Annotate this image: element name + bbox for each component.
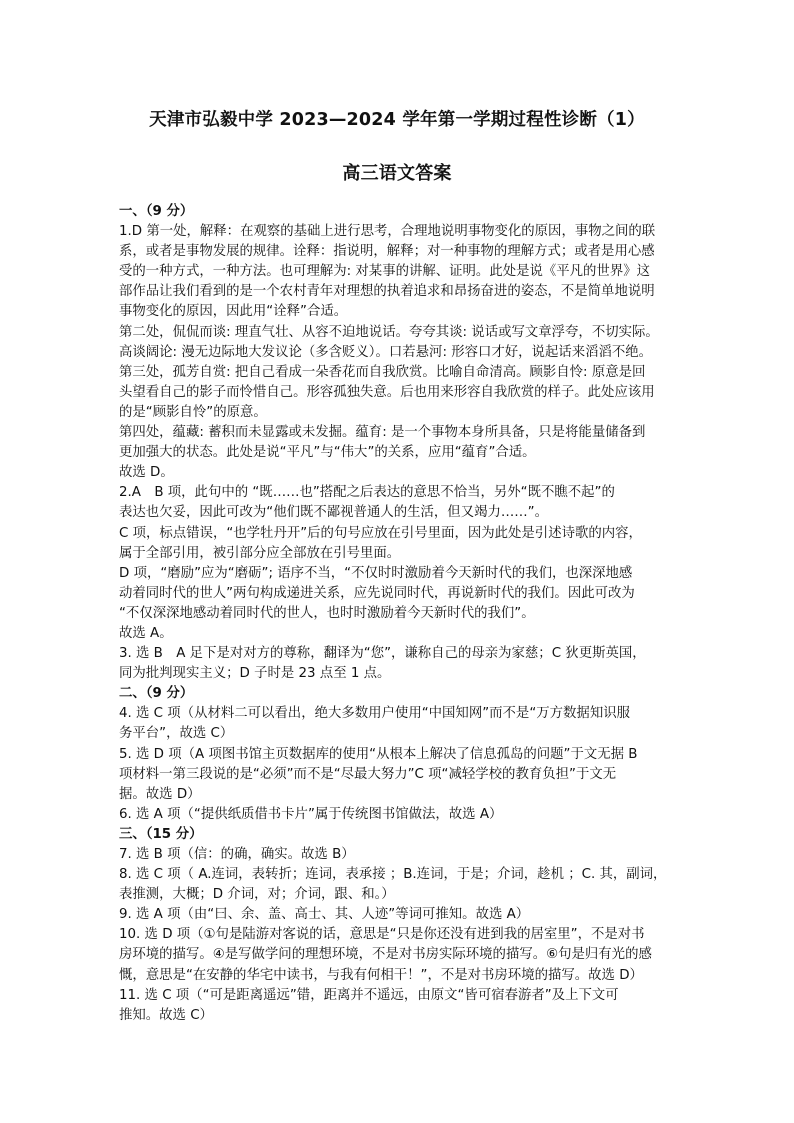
answer-line: 5. 选 D 项（A 项图书馆主页数据库的使用“从根本上解决了信息孤岛的问题”于文无据 B [119,746,638,762]
answer-line: 二、（9 分） [119,686,194,702]
answer-line: 1.D 第一处，解释：在观察的基础上进行思考，合理地说明事物变化的原因，事物之间的联 [119,224,656,240]
answer-line: 系，或者是事物发展的规律。诠释：指说明，解释；对一种事物的理解方式；或者是用心感 [119,244,655,260]
answer-line: 4. 选 C 项（从材料二可以看出，绝大多数用户使用“中国知网”而不是“万方数据知识服 [119,706,630,722]
answer-line: 3. 选 B A 足下是对对方的尊称，翻译为“您”，谦称自己的母亲为家慈；C 狄更斯英国， [119,646,646,662]
answer-line: 房环境的描写。④是写做学问的理想环境，不是对书房实际环境的描写。⑥句是归有光的感 [119,947,652,963]
answer-line: 同为批判现实主义；D 子时是 23 点至 1 点。 [119,666,391,682]
answer-line: 推知。故选 C） [119,1007,213,1023]
answer-line: 故选 A。 [119,625,173,641]
answer-line: 高谈阔论: 漫无边际地大发议论（多含贬义）。口若悬河: 形容口才好，说起话来滔滔不绝。 [119,344,653,360]
answer-line: 更加强大的状态。此处是说“平凡”与“伟大”的关系，应用“蕴育”合适。 [119,445,536,461]
answer-line: 2.A B 项，此句中的 “既……也”搭配之后表达的意思不恰当，另外“既不瞧不起”的 [119,485,615,501]
answer-line: 10. 选 D 项（①句是陆游对客说的话，意思是“只是你还没有进到我的居室里”，不是对书 [119,927,645,943]
answer-line: D 项，“磨励”应为“磨砺”; 语序不当，“不仅时时激励着今天新时代的我们，也深深地感 [119,565,633,581]
answer-line: 7. 选 B 项（信：的确，确实。故选 B） [119,847,355,862]
answer-line: 据。故选 D） [119,786,201,802]
answer-body [119,202,679,1026]
answer-line: 第三处，孤芳自赏: 把自己看成一朵香花而自我欣赏。比喻自命清高。顾影自怜: 原意是回 [119,364,646,380]
answer-line: C 项，标点错误，“也学牡丹开”后的句号应放在引号里面，因为此处是引述诗歌的内容， [119,525,642,541]
answer-line: 务平台”，故选 C） [119,726,234,742]
answer-line: 动着同时代的世人”两句构成递进关系，应先说同时代，再说新时代的我们。因此可改为 [119,585,635,601]
answer-line: 项材料一第三段说的是“必须”而不是“尽最大努力”C 项“减轻学校的教育负担”于文无 [119,766,617,782]
answer-line: 11. 选 C 项（“可是距离遥远”错，距离并不遥远，由原文“皆可宿春游者”及上下文可 [119,987,619,1003]
answer-line: 事物变化的原因，因此用“诠释”合适。 [119,304,348,320]
document-subtitle: 高三语文答案 [342,163,452,184]
answer-line: 6. 选 A 项（“提供纸质借书卡片”属于传统图书馆做法，故选 A） [119,806,503,822]
answer-line: 9. 选 A 项（由“曰、余、盖、高士、其、人迹”等词可推知。故选 A） [119,907,530,923]
answer-line: 8. 选 C 项（ A.连词，表转折；连词，表承接 ；B.连词，于是；介词，趁机 ；C. 其，副词， [119,867,667,883]
answer-line: “不仅深深地感动着同时代的世人，也时时激励着今天新时代的我们”。 [119,605,535,621]
answer-line: 一、（9 分） [119,204,194,219]
answer-line: 慨，意思是“在安静的华宅中读书，与我有何相干！”，不是对书房环境的描写。故选 D） [119,967,643,983]
answer-line: 故选 D。 [119,465,174,481]
answer-line: 表达也欠妥，因此可改为“他们既不鄙视普通人的生活，但又竭力……”。 [119,505,548,521]
answer-line: 受的一种方式，一种方法。也可理解为: 对某事的讲解、证明。此处是说《平凡的世界》这 [119,264,650,280]
document-title: 天津市弘毅中学 2023—2024 学年第一学期过程性诊断（1） [149,110,645,130]
answer-line: 第四处，蕴藏: 蓄积而未显露或未发掘。蕴育: 是一个事物本身所具备，只是将能量储备到 [119,425,646,441]
answer-line: 的是“顾影自怜”的原意。 [119,404,267,420]
answer-line: 表推测，大概；D 介词，对；介词，跟、和。） [119,887,395,903]
answer-line: 三、（15 分） [119,826,203,842]
answer-line: 头望看自己的影子而怜惜自己。形容孤独失意。后也用来形容自我欣赏的样子。此处应该用 [119,384,655,400]
answer-line: 第二处，侃侃而谈: 理直气壮、从容不迫地说话。夸夸其谈: 说话或写文章浮夸，不切实际。 [119,324,659,340]
answer-line: 属于全部引用，被引部分应全部放在引号里面。 [119,545,401,561]
answer-line: 部作品让我们看到的是一个农村青年对理想的执着追求和昂扬奋进的姿态，不是简单地说明 [119,284,655,300]
